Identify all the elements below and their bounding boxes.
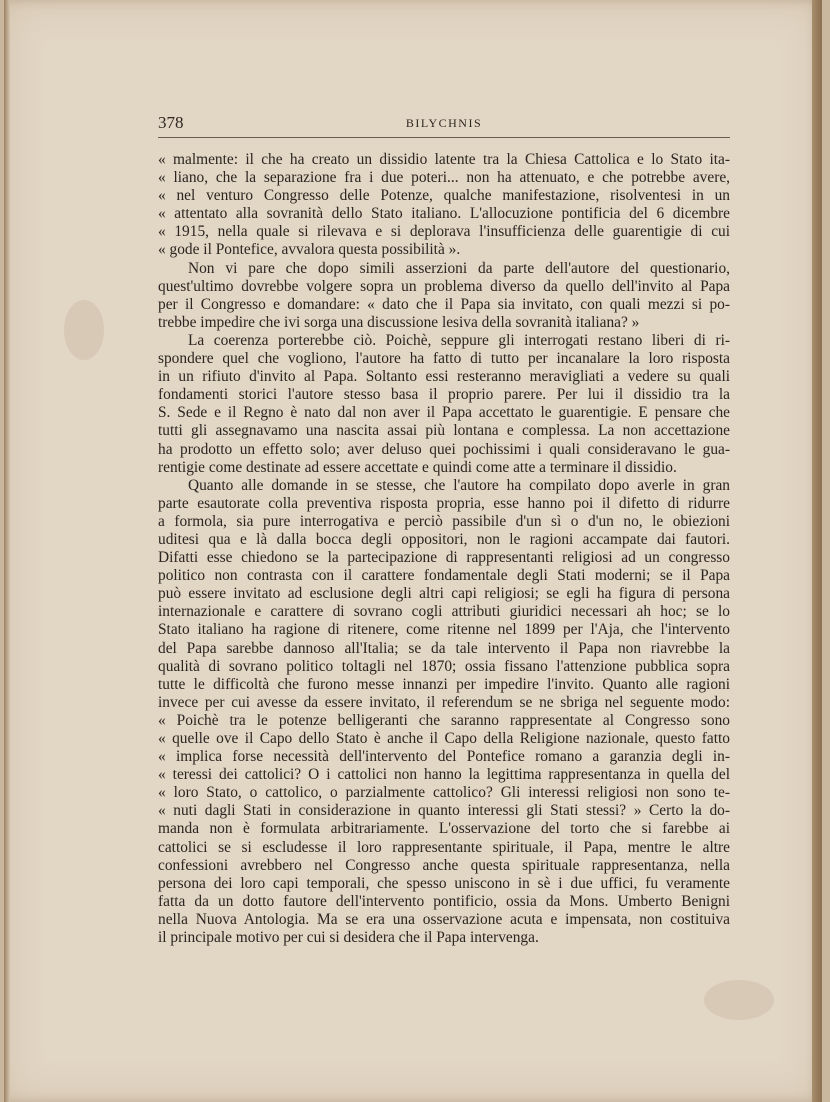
- text-line: Quanto alle domande in se stesse, che l'autore ha compilato dopo averle in gran: [188, 476, 730, 494]
- text-line: « malmente: il che ha creato un dissidio latente tra la Chiesa Cattolica e lo Stato ita-: [158, 151, 730, 168]
- text-line: « teressi dei cattolici? O i cattolici non hanno la legittima rappresentanza in quella del: [158, 766, 730, 784]
- text-line: fatta da un dotto fautore dell'intervento pontificio, ossia da Mons. Umberto Benigni: [158, 892, 730, 910]
- text-line: tutte le difficoltà che furono messe innanzi per impedire l'invito. Quanto alle ragioni: [158, 675, 730, 693]
- text-line: « nuti dagli Stati in considerazione in quanto interessi gli Stati stessi? » Certo la do-: [158, 802, 730, 820]
- page-number: 378: [158, 113, 184, 132]
- page-header: [158, 113, 730, 138]
- text-line: a formola, sia pure interrogativa e perciò passibile d'un sì o d'un no, le obiezioni: [158, 512, 730, 530]
- text-line: spondere quel che vogliono, l'autore ha fatto di tutto per incanalare la loro risposta: [158, 350, 730, 368]
- text-line: parte esautorate colla preventiva risposta propria, esse hanno poi il difetto di ridurre: [158, 494, 730, 512]
- text-line: trebbe impedire che ivi sorga una discussione lesiva della sovranità italiana? »: [158, 313, 640, 331]
- text-line: il principale motivo per cui si desidera che il Papa intervenga.: [158, 929, 539, 947]
- text-line: politico non contrasta con il carattere fondamentale degli Stati moderni; se il Papa: [158, 567, 730, 585]
- text-line: persona dei loro capi temporali, che spesso uniscono in sè i due uffici, fu veramente: [158, 874, 730, 892]
- text-line: uditesi qua e là dalla bocca degli oppositori, non le ragioni accampate dai fautori.: [158, 530, 730, 548]
- text-line: « quelle ove il Capo dello Stato è anche il Capo della Religione nazionale, questo fatto: [158, 730, 730, 747]
- text-line: tutti gli assegnavamo una nascita assai più lontana e complessa. La non accettazione: [158, 422, 730, 440]
- text-line: « implica forse necessità dell'intervento del Pontefice romano a garanzia degli in-: [158, 748, 730, 766]
- text-line: invece per cui avesse da essere invitato, il referendum se ne sbriga nel seguente modo:: [158, 693, 730, 711]
- text-line: qualità di sovrano politico toltagli nel 1870; ossia fissano l'attenzione pubblica sopra: [158, 657, 730, 675]
- text-line: rentigie come destinate ad essere accettate e quindi come atte a terminare il dissidio.: [158, 458, 677, 476]
- text-line: per il Congresso e domandare: « dato che il Papa sia invitato, con quali mezzi si po-: [158, 295, 730, 313]
- body-text: [158, 151, 730, 947]
- paper-stain: [704, 980, 774, 1020]
- text-line: « liano, che la separazione fra i due poteri... non ha attenuato, e che potrebbe avere,: [158, 169, 730, 187]
- text-line: confessioni avrebbero nel Congresso anche questa spirituale rappresentanza, nella: [158, 856, 730, 874]
- text-line: cattolici se si escludesse il loro rappresentante spirituale, il Papa, mentre le altre: [158, 838, 730, 856]
- text-line: in un rifiuto d'invito al Papa. Soltanto essi resteranno meravigliati a vedere su quali: [158, 368, 730, 386]
- text-line: « 1915, nella quale si rilevava e si deplorava l'insufficienza delle guarentigie di cui: [158, 223, 730, 241]
- text-line: Difatti esse chiedono se la partecipazione di rappresentanti religiosi ad un congresso: [158, 549, 730, 567]
- text-line: Stato italiano ha ragione di ritenere, come ritenne nel 1899 per l'Aja, che l'intervento: [158, 621, 730, 639]
- text-line: fondamenti storici l'autore stesso basa il proprio parere. Per lui il dissidio tra la: [158, 386, 730, 404]
- text-line: « loro Stato, o cattolico, o parzialmente cattolico? Gli interessi religiosi non sono te-: [158, 784, 730, 802]
- running-head: BILYCHNIS: [405, 116, 483, 130]
- text-line: del Papa sarebbe dannoso all'Italia; se da tale intervento il Papa non riavrebbe la: [158, 639, 730, 657]
- text-line: La coerenza porterebbe ciò. Poichè, seppure gli interrogati restano liberi di ri-: [188, 331, 730, 349]
- text-line: nella Nuova Antologia. Ma se era una osservazione acuta e impensata, non costituiva: [158, 910, 730, 928]
- text-line: « attentato alla sovranità dello Stato italiano. L'allocuzione pontificia del 6 dicembre: [158, 205, 730, 223]
- text-line: S. Sede e il Regno è nato dal non aver il Papa accettato le guarentigie. E pensare che: [158, 404, 730, 422]
- text-line: quest'ultimo dovrebbe volgere sopra un problema diverso da quello dell'invito al Papa: [158, 277, 730, 295]
- page-left-edge: [4, 0, 10, 1102]
- text-line: Non vi pare che dopo simili asserzioni da parte dell'autore del questionario,: [188, 259, 730, 277]
- text-line: ha prodotto un effetto solo; aver deluso quei pochissimi i quali consideravano le gua-: [158, 440, 730, 458]
- text-line: « Poichè tra le potenze belligeranti che saranno rappresentate al Congresso sono: [158, 711, 730, 729]
- page-right-edge: [812, 0, 822, 1102]
- paper-stain: [64, 300, 104, 360]
- text-line: può essere invitato ad esclusione degli altri capi religiosi; se egli ha figura di persona: [158, 585, 730, 603]
- text-line: « gode il Pontefice, avvalora questa possibilità ».: [158, 241, 461, 259]
- text-line: manda non è formulata arbitrariamente. L'osservazione del torto che si farebbe ai: [158, 820, 730, 838]
- text-line: « nel venturo Congresso delle Potenze, qualche manifestazione, risolventesi in un: [158, 187, 730, 205]
- text-line: internazionale e carattere di sovrano cogli attributi giuridici necessari ah hoc; se lo: [158, 603, 730, 621]
